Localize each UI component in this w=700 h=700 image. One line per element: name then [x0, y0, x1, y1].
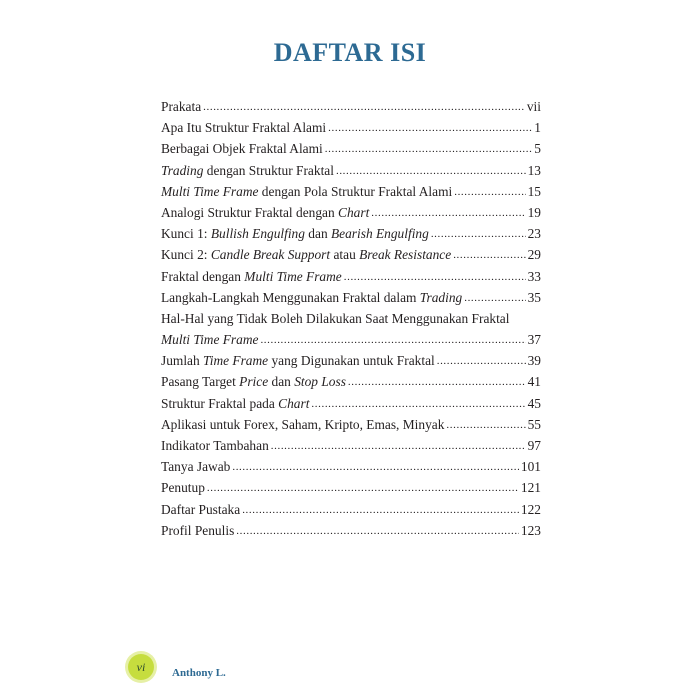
- toc-entry-title-segment: Pasang Target: [161, 374, 240, 390]
- toc-page-number: 55: [527, 416, 541, 432]
- toc-entry: [161, 329, 541, 350]
- toc-entry: [161, 160, 541, 181]
- toc-entry-title: [161, 96, 201, 117]
- toc-entry: [161, 393, 541, 414]
- toc-entry-title: [161, 371, 346, 392]
- toc-entry-title-italic: Trading: [161, 162, 204, 178]
- toc-dot-leader: [271, 436, 526, 457]
- toc-entry: [161, 138, 541, 159]
- toc-page-number: vii: [526, 99, 541, 114]
- toc-entry-title-segment: Profil Penulis: [161, 522, 235, 538]
- table-of-contents: [161, 96, 541, 541]
- toc-page-number: 45: [527, 395, 541, 411]
- toc-page-number: 41: [527, 374, 541, 390]
- toc-entry-title: [161, 223, 429, 244]
- toc-page-number: 37: [527, 332, 541, 348]
- toc-page-number: 97: [527, 438, 541, 453]
- toc-entry-title-segment: Indikator Tambahan: [161, 438, 269, 453]
- toc-page-number: 35: [527, 289, 541, 305]
- toc-dot-leader: [325, 139, 533, 160]
- toc-entry-title-italic: Bullish Engulfing: [210, 226, 305, 242]
- toc-entry-title-segment: Jumlah: [161, 353, 204, 369]
- toc-entry-title-segment: Apa Itu Struktur Fraktal Alami: [161, 120, 327, 136]
- toc-entry-title: [161, 414, 444, 435]
- toc-dot-leader: [236, 521, 519, 542]
- toc-entry-title: [161, 350, 435, 371]
- toc-entry-title-segment: dan: [268, 374, 295, 390]
- toc-entry-title-italic: Time Frame: [203, 353, 269, 369]
- toc-page-number: 121: [520, 480, 541, 496]
- page-number: vi: [136, 660, 146, 674]
- toc-entry-title-italic: Bearish Engulfing: [330, 226, 429, 242]
- toc-page-number: 15: [527, 183, 541, 199]
- toc-entry-title: [161, 329, 258, 350]
- toc-entry-title-italic: Price: [239, 374, 269, 390]
- toc-entry-title-segment: atau: [330, 247, 360, 263]
- toc-dot-leader: [348, 372, 526, 393]
- toc-entry: [161, 499, 541, 520]
- toc-entry: [161, 287, 541, 308]
- toc-page-number: 13: [527, 162, 541, 178]
- toc-page-number: 29: [527, 247, 541, 263]
- toc-dot-leader: [207, 478, 519, 499]
- toc-entry: [161, 435, 541, 456]
- toc-entry-title: [161, 435, 269, 456]
- author-name: Anthony L.: [172, 667, 226, 679]
- toc-dot-leader: [232, 457, 519, 478]
- toc-page-number: 122: [520, 501, 541, 517]
- toc-entry-title-italic: Multi Time Frame: [244, 268, 342, 284]
- toc-entry-title-segment: Fraktal dengan: [161, 268, 245, 284]
- toc-entry-title-segment: Hal-Hal yang Tidak Boleh Dilakukan Saat Menggunakan Fraktal: [161, 310, 510, 326]
- page-title: DAFTAR ISI: [273, 38, 427, 67]
- toc-entry: [161, 371, 541, 392]
- toc-dot-leader: [453, 245, 525, 266]
- toc-entry: [161, 350, 541, 371]
- toc-dot-leader: [464, 288, 525, 309]
- toc-entry-title-segment: dengan Pola Struktur Fraktal Alami: [258, 183, 453, 199]
- toc-page-number: 33: [527, 268, 541, 284]
- toc-entry-title-segment: yang Digunakan untuk Fraktal: [268, 353, 435, 369]
- toc-dot-leader: [311, 394, 525, 415]
- toc-dot-leader: [203, 97, 525, 118]
- toc-entry-title: [161, 202, 369, 223]
- toc-entry-title-segment: Daftar Pustaka: [161, 501, 241, 517]
- toc-entry-title: [161, 160, 334, 181]
- toc-entry: [161, 456, 541, 477]
- toc-entry: [161, 223, 541, 244]
- toc-page-number: 39: [527, 353, 541, 369]
- toc-entry: [161, 181, 541, 202]
- toc-entry-title-segment: Kunci 1:: [161, 226, 211, 242]
- toc-entry-title-segment: Aplikasi untuk Forex, Saham, Kripto, Emas, Minyak: [161, 416, 445, 432]
- toc-page-number: 1: [534, 120, 541, 136]
- toc-entry-title-italic: Multi Time Frame: [161, 183, 259, 199]
- toc-entry-title-segment: Analogi Struktur Fraktal dengan: [161, 204, 339, 220]
- toc-page-number: 101: [520, 459, 541, 475]
- toc-page-number: 23: [527, 226, 541, 242]
- toc-entry-title-segment: Prakata: [161, 99, 202, 114]
- toc-dot-leader: [336, 161, 526, 182]
- toc-page-number: 19: [527, 204, 541, 220]
- toc-entry: [161, 266, 541, 287]
- toc-page-number: 5: [534, 141, 541, 157]
- toc-entry-title: [161, 287, 462, 308]
- toc-entry-title: [161, 266, 342, 287]
- toc-entry-title: [161, 138, 323, 159]
- toc-entry-title-segment: Berbagai Objek Fraktal Alami: [161, 141, 323, 157]
- toc-entry: [161, 308, 541, 329]
- toc-dot-leader: [344, 267, 526, 288]
- toc-page-number: 123: [520, 522, 541, 538]
- toc-entry: [161, 244, 541, 265]
- toc-entry-title: [161, 117, 326, 138]
- toc-entry-title-segment: dengan Struktur Fraktal: [203, 162, 334, 178]
- toc-entry: [161, 477, 541, 498]
- toc-entry-title-segment: Struktur Fraktal pada: [161, 395, 279, 411]
- toc-entry: [161, 414, 541, 435]
- toc-dot-leader: [454, 182, 525, 203]
- toc-entry-title-segment: Kunci 2:: [161, 247, 211, 263]
- toc-entry-title-italic: Trading: [419, 289, 463, 305]
- toc-dot-leader: [431, 224, 526, 245]
- toc-entry-title: [161, 308, 509, 329]
- toc-entry: [161, 96, 541, 117]
- toc-entry-title-italic: Stop Loss: [294, 374, 346, 390]
- toc-entry: [161, 117, 541, 138]
- toc-entry-title-italic: Break Resistance: [359, 247, 452, 263]
- toc-entry-title-segment: Langkah-Langkah Menggunakan Fraktal dalam: [161, 289, 420, 305]
- toc-dot-leader: [328, 118, 532, 139]
- toc-entry-title: [161, 477, 205, 498]
- toc-dot-leader: [242, 500, 519, 521]
- toc-entry-title: [161, 456, 230, 477]
- toc-entry: [161, 520, 541, 541]
- toc-entry-title: [161, 499, 240, 520]
- toc-entry-title: [161, 520, 234, 541]
- toc-entry: [161, 202, 541, 223]
- toc-dot-leader: [446, 415, 525, 436]
- toc-entry-title-italic: Chart: [278, 395, 310, 411]
- toc-entry-title-italic: Candle Break Support: [210, 247, 331, 263]
- toc-entry-title: [161, 181, 452, 202]
- toc-dot-leader: [260, 330, 525, 351]
- toc-entry-title-segment: Tanya Jawab: [161, 459, 231, 475]
- toc-dot-leader: [437, 351, 526, 372]
- toc-entry-title-italic: Chart: [338, 204, 370, 220]
- toc-entry-title-italic: Multi Time Frame: [161, 332, 259, 348]
- toc-entry-title: [161, 393, 309, 414]
- toc-entry-title-segment: dan: [304, 226, 331, 242]
- toc-entry-title-segment: Penutup: [161, 480, 205, 496]
- toc-dot-leader: [371, 203, 525, 224]
- toc-entry-title: [161, 244, 451, 265]
